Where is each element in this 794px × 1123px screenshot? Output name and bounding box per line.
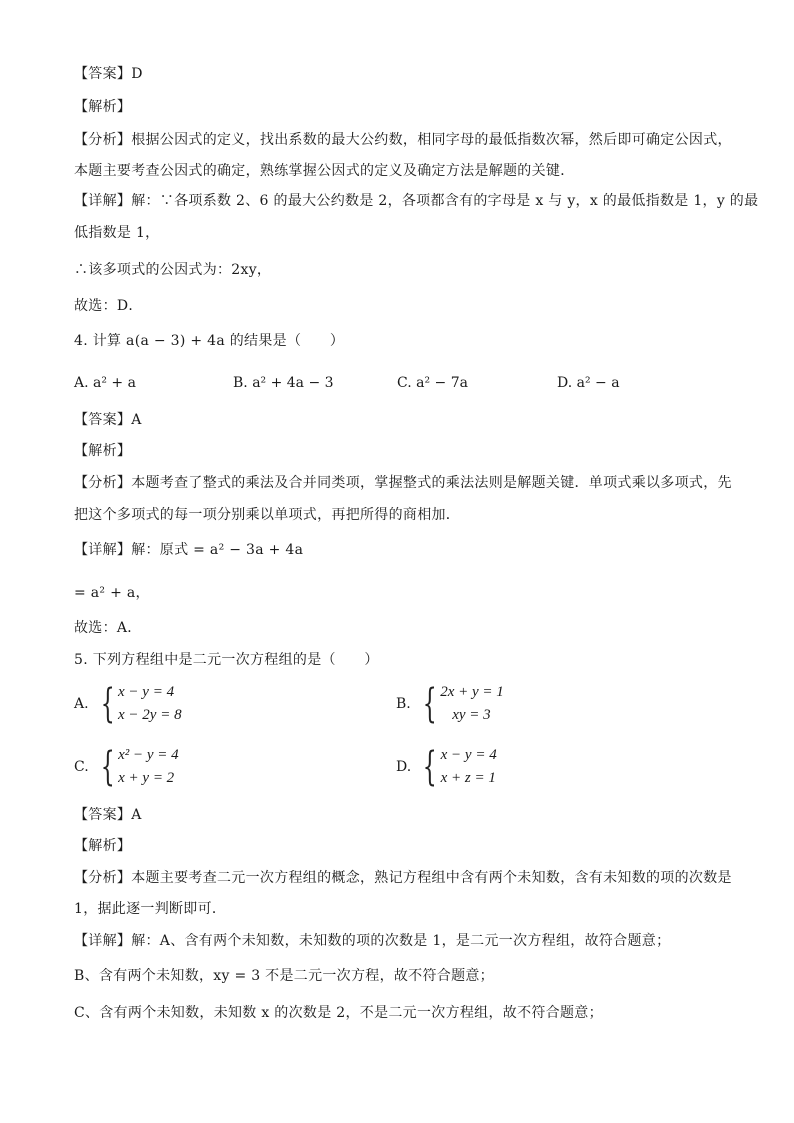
option-label: D. (396, 759, 412, 775)
equation: x − y = 4 (440, 747, 497, 763)
equation: x − y = 4 (118, 684, 175, 700)
choice-conclusion: 故选：D． (74, 298, 143, 314)
left-brace-icon: { (422, 681, 437, 727)
option-d-system (396, 744, 497, 790)
option-a: A. a² + a (74, 375, 136, 391)
solution-text-line: 【详解】解：原式 = a² − 3a + 4a (74, 542, 304, 558)
solution-text-line: 低指数是 1， (74, 225, 160, 241)
left-brace-icon: { (100, 681, 115, 727)
option-a-system (74, 681, 182, 727)
analysis-text-line: 把这个多项式的每一项分别乘以单项式，再把所得的商相加． (74, 507, 461, 523)
left-brace-icon: { (422, 744, 437, 790)
solution-text-line: B、含有两个未知数，xy = 3 不是二元一次方程，故不符合题意； (74, 968, 494, 984)
analysis-text-line: 【分析】本题主要考查二元一次方程组的概念，熟记方程组中含有两个未知数，含有未知数的项的次数是 (74, 870, 732, 886)
analysis-text-line: 【分析】根据公因式的定义，找出系数的最大公约数，相同字母的最低指数次幂，然后即可确定公因式， (74, 132, 732, 148)
analysis-text-line: 1，据此逐一判断即可． (74, 901, 227, 917)
option-b: B. a² + 4a − 3 (233, 375, 334, 391)
analysis-heading: 【解析】 (74, 838, 132, 854)
question-stem: 5. 下列方程组中是二元一次方程组的是（ ） (74, 652, 379, 668)
option-label: C. (74, 759, 89, 775)
analysis-text-line: 本题主要考查公因式的确定，熟练掌握公因式的定义及确定方法是解题的关键． (74, 163, 575, 179)
solution-text-line: ∴该多项式的公因式为：2xy， (74, 262, 272, 278)
choice-conclusion: 故选：A． (74, 620, 142, 636)
option-b-system (396, 681, 504, 727)
option-d: D. a² − a (557, 375, 620, 391)
solution-text-line: 【详解】解：A、含有两个未知数，未知数的项的次数是 1，是二元一次方程组，故符合题意； (74, 933, 671, 949)
solution-text-line: = a² + a， (74, 585, 150, 601)
option-c-system (74, 744, 179, 790)
question-stem: 4. 计算 a(a − 3) + 4a 的结果是（ ） (74, 333, 345, 349)
equation: x² − y = 4 (118, 747, 179, 763)
left-brace-icon: { (100, 744, 115, 790)
analysis-text-line: 【分析】本题考查了整式的乘法及合并同类项，掌握整式的乘法法则是解题关键．单项式乘以多项式，先 (74, 475, 732, 491)
solution-text-line: C、含有两个未知数，未知数 x 的次数是 2，不是二元一次方程组，故不符合题意； (74, 1005, 603, 1021)
analysis-heading: 【解析】 (74, 99, 132, 115)
option-label: A. (74, 696, 89, 712)
option-label: B. (396, 696, 411, 712)
equation: xy = 3 (452, 707, 491, 723)
answer-label: 【答案】A (74, 807, 142, 823)
equation: x + y = 2 (118, 770, 175, 786)
solution-text-line: 【详解】解：∵各项系数 2、6 的最大公约数是 2，各项都含有的字母是 x 与 y，x 的最低指数是 1，y 的最 (74, 193, 759, 209)
option-c: C. a² − 7a (397, 375, 468, 391)
analysis-heading: 【解析】 (74, 443, 132, 459)
equation: x − 2y = 8 (118, 707, 182, 723)
equation: 2x + y = 1 (440, 684, 504, 700)
answer-label: 【答案】A (74, 412, 142, 428)
answer-label: 【答案】D (74, 66, 143, 82)
equation: x + z = 1 (440, 770, 496, 786)
